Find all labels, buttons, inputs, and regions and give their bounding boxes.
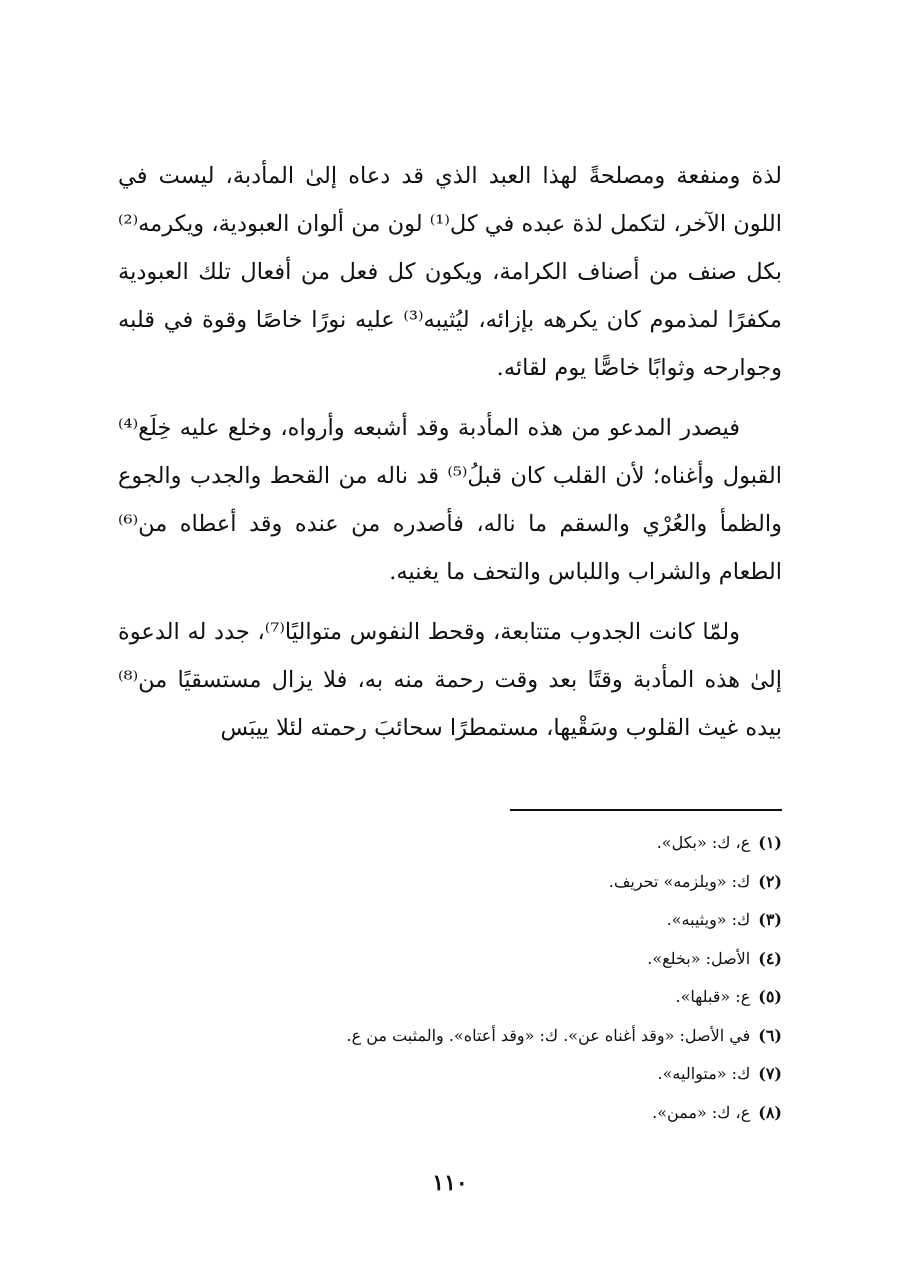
footnote-number: (٦)	[758, 1025, 782, 1045]
footnote-number: (٧)	[758, 1064, 782, 1083]
footnote-number: (٨)	[758, 1102, 782, 1122]
footnote-text: في الأصل: «وقد أغناه عن». ك: «وقد أعتاه». والمثبت من ع.	[346, 1025, 751, 1045]
footnote-1	[250, 824, 782, 863]
footnote-7	[250, 1055, 782, 1094]
footnote-text: ع، ك: «ممن».	[652, 1102, 751, 1122]
footnote-number: (٤)	[758, 948, 782, 968]
footnote-text: ك: «متواليه».	[657, 1064, 751, 1083]
footnote-text: ك: «ويلزمه» تحريف.	[608, 871, 751, 891]
footnote-5	[250, 978, 782, 1017]
footnote-text: الأصل: «بخلع».	[647, 948, 751, 968]
footnote-number: (١)	[758, 833, 782, 852]
footnote-8	[250, 1094, 782, 1133]
footnote-text: ك: «ويثيبه».	[666, 910, 751, 929]
footnote-3	[250, 901, 782, 940]
paragraph-1: لذة ومنفعة ومصلحةً لهذا العبد الذي قد دعاه إلىٰ المأدبة، ليست في اللون الآخر، لتكمل لذة عبده في كل⁽¹⁾ لون من ألوان العبودية، ويكرمه⁽²⁾ بكل صنف من أصناف الكرامة، ويكون كل فعل من أفعال تلك العبودية مكفرًا لمذموم كان يكرهه بإزائه، ليُثيبه⁽³⁾ عليه نورًا خاصًا وقوة في قلبه وجوارحه وثوابًا خاصًّا يوم لقائه.	[118, 163, 782, 381]
footnote-separator	[510, 809, 782, 811]
footnote-4	[250, 940, 782, 979]
main-text	[118, 152, 782, 764]
footnote-text: ع، ك: «بكل».	[656, 833, 751, 852]
footnote-2	[250, 863, 782, 902]
footnotes-list	[250, 824, 782, 1132]
footnote-number: (٢)	[758, 871, 782, 891]
paragraph-3: ولمّا كانت الجدوب متتابعة، وقحط النفوس متواليًا⁽⁷⁾، جدد له الدعوة إلىٰ هذه المأدبة وقتًا بعد وقت رحمة منه به، فلا يزال مستسقيًا من⁽⁸⁾ بيده غيث القلوب وسَقْيها، مستمطرًا سحائبَ رحمته لئلا ييبَس	[118, 619, 782, 741]
paragraph-2: فيصدر المدعو من هذه المأدبة وقد أشبعه وأرواه، وخلع عليه خِلَع⁽⁴⁾ القبول وأغناه؛ لأن القلب كان قبلُ⁽⁵⁾ قد ناله من القحط والجدب والجوع والظمأ والعُرْي والسقم ما ناله، فأصدره من عنده وقد أعطاه من⁽⁶⁾ الطعام والشراب واللباس والتحف ما يغنيه.	[118, 415, 782, 585]
footnote-number: (٣)	[758, 910, 782, 929]
footnote-number: (٥)	[758, 987, 782, 1006]
footnote-6	[250, 1017, 782, 1056]
page-number: ١١٠	[432, 1170, 468, 1196]
footnote-text: ع: «قبلها».	[675, 987, 751, 1006]
